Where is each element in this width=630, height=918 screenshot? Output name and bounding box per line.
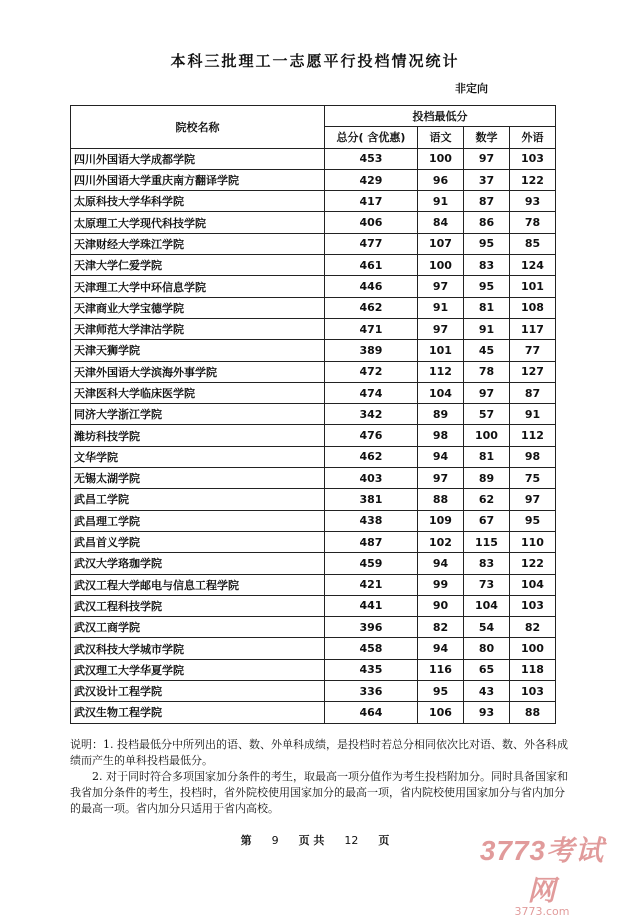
total-score-cell: 464 [324,702,417,723]
chinese-score-cell: 101 [417,340,463,361]
document-title: 本科三批理工一志愿平行投档情况统计 [170,52,460,70]
total-score-cell: 462 [324,297,417,318]
total-score-cell: 461 [324,255,417,276]
note-1: 说明：1. 投档最低分中所列出的语、数、外单科成绩，是投档时若总分相同依次比对语、数、外各科成绩而产生的单科投档最低分。 [70,738,568,767]
school-name-cell: 文华学院 [71,446,325,467]
total-score-cell: 476 [324,425,417,446]
foreign-score-cell: 101 [509,276,555,297]
school-name-cell: 武汉工程科技学院 [71,595,325,616]
school-name-cell: 武昌首义学院 [71,531,325,552]
chinese-score-cell: 106 [417,702,463,723]
math-score-cell: 97 [463,148,509,169]
chinese-score-cell: 94 [417,553,463,574]
foreign-score-cell: 108 [509,297,555,318]
math-score-cell: 87 [463,191,509,212]
math-score-cell: 37 [463,169,509,190]
table-row [71,659,556,680]
school-name-cell: 武昌工学院 [71,489,325,510]
header-chinese: 语文 [417,127,463,148]
table-row [71,340,556,361]
chinese-score-cell: 112 [417,361,463,382]
school-name-cell: 太原理工大学现代科技学院 [71,212,325,233]
table-row [71,255,556,276]
table-row [71,681,556,702]
total-score-cell: 474 [324,382,417,403]
math-score-cell: 104 [463,595,509,616]
chinese-score-cell: 104 [417,382,463,403]
header-math: 数学 [463,127,509,148]
chinese-score-cell: 97 [417,276,463,297]
foreign-score-cell: 122 [509,169,555,190]
school-name-cell: 天津财经大学珠江学院 [71,233,325,254]
total-score-cell: 477 [324,233,417,254]
table-row [71,382,556,403]
header-min-score-group: 投档最低分 [324,106,555,127]
foreign-score-cell: 127 [509,361,555,382]
foreign-score-cell: 103 [509,681,555,702]
foreign-score-cell: 97 [509,489,555,510]
total-score-cell: 471 [324,318,417,339]
notes [70,737,570,817]
table-row [71,191,556,212]
math-score-cell: 62 [463,489,509,510]
header-total: 总分( 含优惠) [324,127,417,148]
foreign-score-cell: 103 [509,595,555,616]
foreign-score-cell: 124 [509,255,555,276]
math-score-cell: 91 [463,318,509,339]
school-name-cell: 武昌理工学院 [71,510,325,531]
math-score-cell: 95 [463,233,509,254]
school-name-cell: 无锡太湖学院 [71,468,325,489]
foreign-score-cell: 103 [509,148,555,169]
school-name-cell: 天津医科大学临床医学院 [71,382,325,403]
math-score-cell: 97 [463,382,509,403]
footer-page-suffix: 页 [378,834,390,847]
foreign-score-cell: 104 [509,574,555,595]
school-name-cell: 太原科技大学华科学院 [71,191,325,212]
math-score-cell: 57 [463,404,509,425]
math-score-cell: 93 [463,702,509,723]
math-score-cell: 83 [463,553,509,574]
total-score-cell: 438 [324,510,417,531]
total-score-cell: 421 [324,574,417,595]
school-name-cell: 四川外国语大学成都学院 [71,148,325,169]
school-name-cell: 天津师范大学津沽学院 [71,318,325,339]
footer-page-total: 12 [344,834,359,847]
table-row [71,404,556,425]
math-score-cell: 81 [463,297,509,318]
school-name-cell: 天津外国语大学滨海外事学院 [71,361,325,382]
total-score-cell: 417 [324,191,417,212]
chinese-score-cell: 94 [417,446,463,467]
document-subtitle: 非定向 [455,82,488,95]
table-row [71,233,556,254]
chinese-score-cell: 97 [417,468,463,489]
chinese-score-cell: 99 [417,574,463,595]
school-name-cell: 天津天狮学院 [71,340,325,361]
total-score-cell: 441 [324,595,417,616]
foreign-score-cell: 112 [509,425,555,446]
foreign-score-cell: 110 [509,531,555,552]
math-score-cell: 78 [463,361,509,382]
school-name-cell: 武汉科技大学城市学院 [71,638,325,659]
chinese-score-cell: 90 [417,595,463,616]
foreign-score-cell: 118 [509,659,555,680]
school-name-cell: 同济大学浙江学院 [71,404,325,425]
math-score-cell: 86 [463,212,509,233]
chinese-score-cell: 100 [417,255,463,276]
chinese-score-cell: 84 [417,212,463,233]
table-row [71,276,556,297]
header-foreign: 外语 [509,127,555,148]
chinese-score-cell: 95 [417,681,463,702]
chinese-score-cell: 107 [417,233,463,254]
school-name-cell: 武汉设计工程学院 [71,681,325,702]
math-score-cell: 80 [463,638,509,659]
math-score-cell: 100 [463,425,509,446]
foreign-score-cell: 122 [509,553,555,574]
table-row [71,148,556,169]
foreign-score-cell: 78 [509,212,555,233]
total-score-cell: 342 [324,404,417,425]
foreign-score-cell: 77 [509,340,555,361]
table-row [71,318,556,339]
school-name-cell: 天津商业大学宝德学院 [71,297,325,318]
math-score-cell: 83 [463,255,509,276]
table-row [71,446,556,467]
header-school-name: 院校名称 [71,106,325,149]
table-row [71,212,556,233]
math-score-cell: 45 [463,340,509,361]
total-score-cell: 446 [324,276,417,297]
table-row [71,169,556,190]
total-score-cell: 459 [324,553,417,574]
foreign-score-cell: 85 [509,233,555,254]
watermark-url: 3773.com [514,905,570,918]
total-score-cell: 396 [324,617,417,638]
total-score-cell: 472 [324,361,417,382]
foreign-score-cell: 98 [509,446,555,467]
total-score-cell: 336 [324,681,417,702]
table-row [71,553,556,574]
table-row [71,489,556,510]
foreign-score-cell: 93 [509,191,555,212]
chinese-score-cell: 91 [417,191,463,212]
footer-page-number: 9 [271,834,279,847]
chinese-score-cell: 82 [417,617,463,638]
foreign-score-cell: 100 [509,638,555,659]
chinese-score-cell: 116 [417,659,463,680]
total-score-cell: 381 [324,489,417,510]
total-score-cell: 453 [324,148,417,169]
school-name-cell: 武汉生物工程学院 [71,702,325,723]
table-body [71,148,556,723]
table-row [71,361,556,382]
foreign-score-cell: 88 [509,702,555,723]
school-name-cell: 四川外国语大学重庆南方翻译学院 [71,169,325,190]
watermark-logo [472,829,612,918]
total-score-cell: 458 [324,638,417,659]
school-name-cell: 武汉工程大学邮电与信息工程学院 [71,574,325,595]
math-score-cell: 95 [463,276,509,297]
foreign-score-cell: 75 [509,468,555,489]
table-row [71,510,556,531]
table-row [71,638,556,659]
school-name-cell: 潍坊科技学院 [71,425,325,446]
school-name-cell: 武汉工商学院 [71,617,325,638]
watermark-logo-text: 3773考试网 [479,835,605,906]
table-row [71,702,556,723]
note-2: 2. 对于同时符合多项国家加分条件的考生，取最高一项分值作为考生投档附加分。同时具备国家和我省加分条件的考生，投档时，省外院校使用国家加分的最高一项，省内院校使用国家加分与省内加分的最高一项。省内加分只适用于省内高校。 [70,770,568,815]
school-name-cell: 武汉理工大学华夏学院 [71,659,325,680]
math-score-cell: 54 [463,617,509,638]
school-name-cell: 天津大学仁爱学院 [71,255,325,276]
math-score-cell: 67 [463,510,509,531]
chinese-score-cell: 98 [417,425,463,446]
math-score-cell: 65 [463,659,509,680]
foreign-score-cell: 91 [509,404,555,425]
school-name-cell: 武汉大学珞珈学院 [71,553,325,574]
footer-page-prefix: 第 [240,834,252,847]
foreign-score-cell: 87 [509,382,555,403]
total-score-cell: 403 [324,468,417,489]
table-row [71,595,556,616]
table-row [71,297,556,318]
math-score-cell: 115 [463,531,509,552]
table-row [71,425,556,446]
chinese-score-cell: 88 [417,489,463,510]
total-score-cell: 429 [324,169,417,190]
math-score-cell: 81 [463,446,509,467]
table-row [71,531,556,552]
table-row [71,617,556,638]
total-score-cell: 462 [324,446,417,467]
table-row [71,468,556,489]
math-score-cell: 43 [463,681,509,702]
school-name-cell: 天津理工大学中环信息学院 [71,276,325,297]
total-score-cell: 435 [324,659,417,680]
chinese-score-cell: 96 [417,169,463,190]
score-table [70,105,556,724]
table-row [71,574,556,595]
math-score-cell: 89 [463,468,509,489]
chinese-score-cell: 91 [417,297,463,318]
chinese-score-cell: 109 [417,510,463,531]
chinese-score-cell: 94 [417,638,463,659]
math-score-cell: 73 [463,574,509,595]
footer-page-mid: 页 共 [298,834,325,847]
chinese-score-cell: 89 [417,404,463,425]
chinese-score-cell: 102 [417,531,463,552]
total-score-cell: 406 [324,212,417,233]
chinese-score-cell: 100 [417,148,463,169]
foreign-score-cell: 95 [509,510,555,531]
chinese-score-cell: 97 [417,318,463,339]
total-score-cell: 389 [324,340,417,361]
total-score-cell: 487 [324,531,417,552]
foreign-score-cell: 117 [509,318,555,339]
foreign-score-cell: 82 [509,617,555,638]
